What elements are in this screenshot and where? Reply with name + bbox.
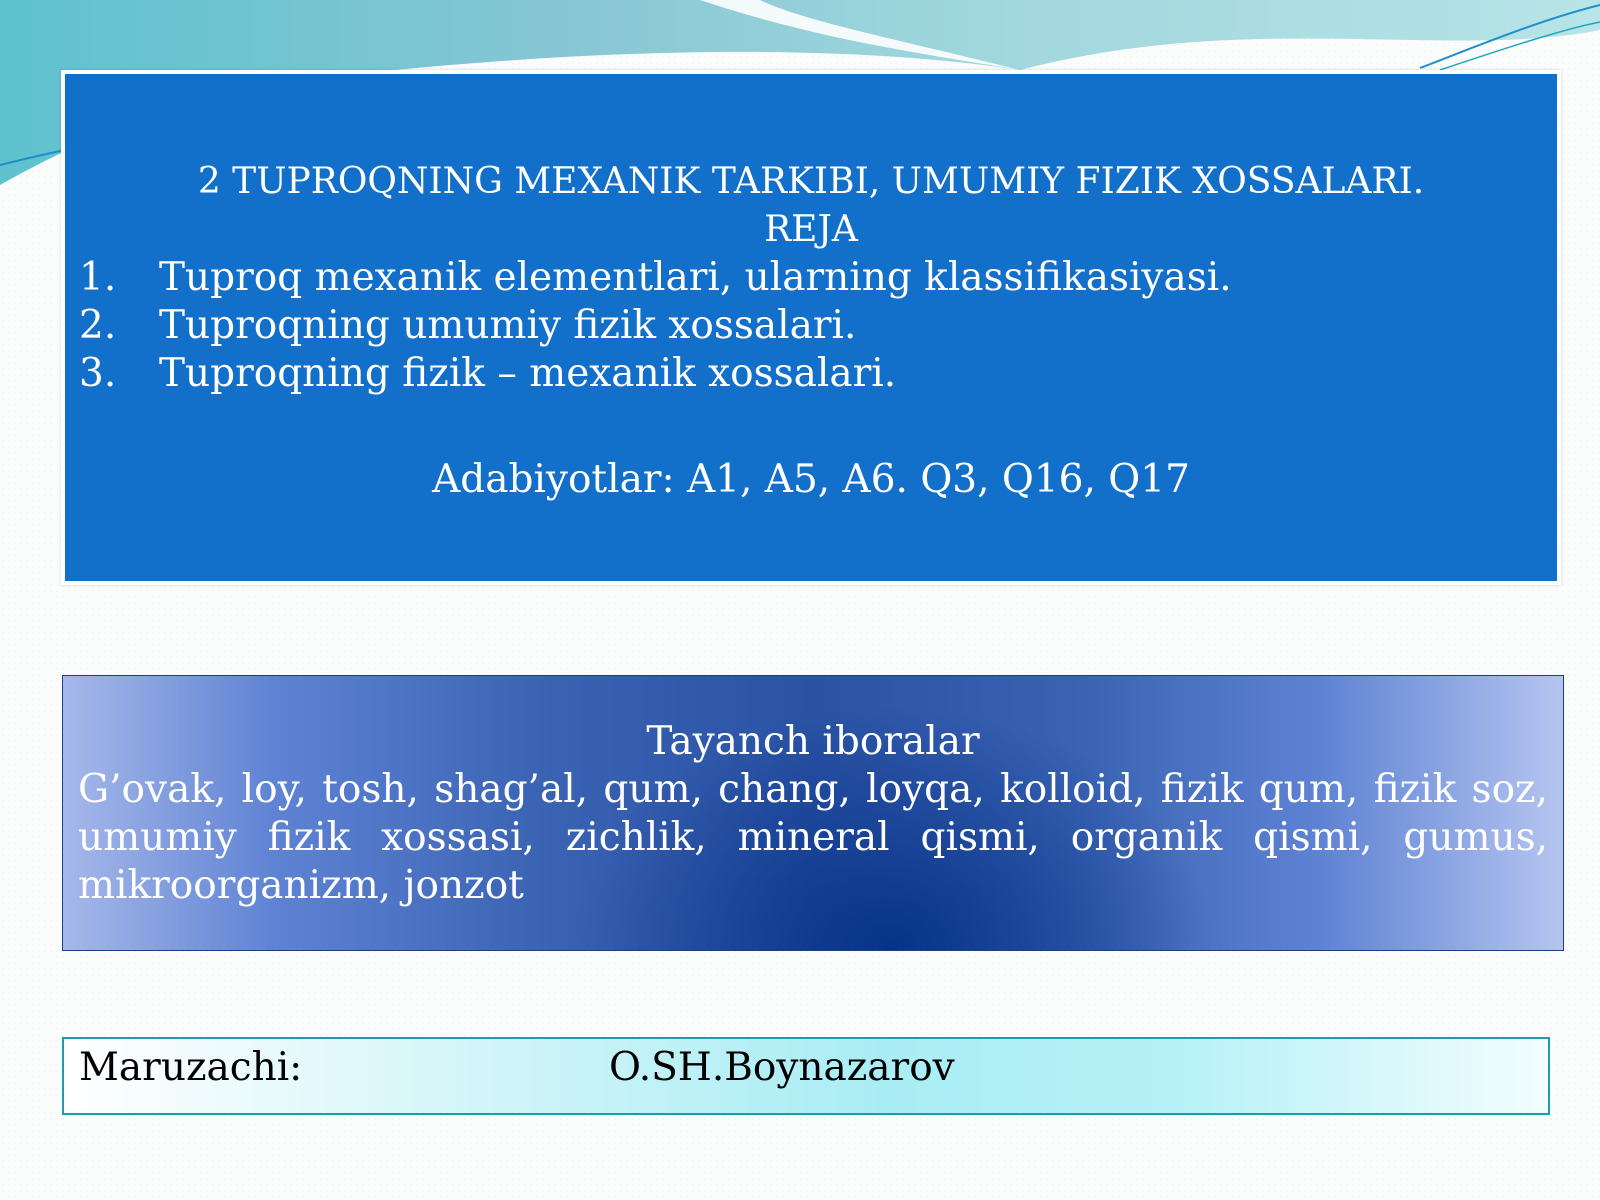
plan-item-number: 3. — [79, 351, 117, 396]
plan-item-number: 1. — [79, 255, 117, 300]
plan-panel — [61, 70, 1561, 585]
plan-item-text: Tuproq mexanik elementlari, ularning klassifikasiyasi. — [159, 255, 1232, 300]
plan-subtitle: REJA — [764, 209, 858, 250]
plan-item-1 — [79, 254, 1543, 302]
plan-item-number: 2. — [79, 303, 117, 348]
plan-item-text: Tuproqning umumiy fizik xossalari. — [159, 303, 857, 348]
plan-item-3 — [79, 350, 1543, 398]
plan-item-2 — [79, 302, 1543, 350]
key-terms-title: Tayanch iboralar — [646, 719, 980, 764]
speaker-panel — [62, 1037, 1550, 1115]
key-terms-text: G’ovak, loy, tosh, shag’al, qum, chang, loyqa, kolloid, fizik qum, fizik soz, umumiy fizik xossasi, zichlik, mineral qismi, organik qismi, gumus, mikroorganizm, jonzot — [78, 767, 1548, 908]
speaker-name: O.SH.Boynazarov — [609, 1045, 955, 1090]
plan-item-text: Tuproqning fizik – mexanik xossalari. — [159, 351, 897, 396]
plan-title: 2 TUPROQNING MEXANIK TARKIBI, UMUMIY FIZIK XOSSALARI. — [197, 161, 1425, 202]
speaker-label: Maruzachi: — [79, 1045, 303, 1090]
references-line: Adabiyotlar: A1, A5, A6. Q3, Q16, Q17 — [432, 457, 1190, 502]
plan-list — [79, 254, 1543, 398]
key-terms-panel — [62, 675, 1564, 951]
